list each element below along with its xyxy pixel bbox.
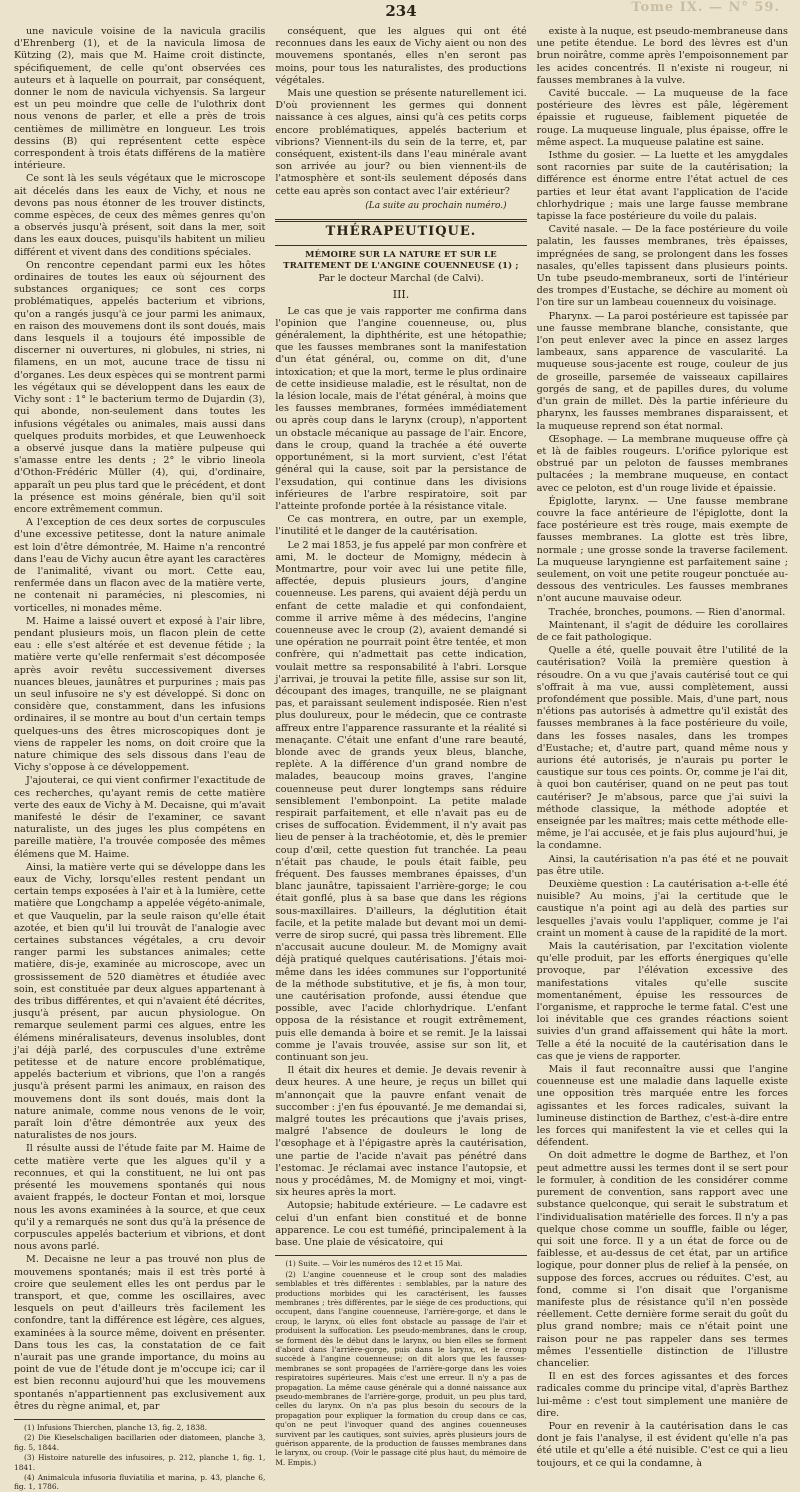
- footnote: (2) Die Kieselschaligen bacillarien oder diatomeen, planche 3, fig. 5, 1844.: [14, 1433, 266, 1452]
- paragraph: A l'exception de ces deux sortes de corpuscules d'une excessive petitesse, dont la nature animale est loin d'être démontrée, M. Haime n'a rencontré dans l'eau de Vichy aucun être ayant les caractères de l'animalité, vivant ou mort. Cette eau, renfermée dans un flacon avec de la matière verte, ne contenait ni paramécies, ni plescomies, ni vorticelles, ni monades même.: [14, 517, 266, 614]
- paragraph: Il était dix heures et demie. Je devais revenir à deux heures. A une heure, je reçus un billet qui m'annonçait que la pauvre enfant venait de succomber : j'en fus épouvanté. Je me demandai si, malgré toutes les précautions que j'avais prises, malgré l'absence de douleurs le long de l'œsophage et à l'épigastre après la cautérisation, une partie de l'acide n'avait pas pénétré dans l'estomac. Je réclamai avec instance l'autopsie, et nous y procédâmes, M. de Momigny et moi, vingt-six heures après la mort.: [275, 1065, 527, 1199]
- footnote: (1) Suite. — Voir les numéros des 12 et 15 Mai.: [285, 1259, 463, 1269]
- paragraph: une navicule voisine de la navicula gracilis d'Ehrenberg (1), et de la navicula limosa de Kützing (2), mais que M. Haime croit distincte, spécifiquement, de celle qu'ont observées ces auteurs et à laquelle on pourrait, par conséquent, donner le nom de navicula vichyensis. Sa largeur est un peu moindre que celle de l'ulothrix dont nous venons de parler, et elle a près de trois centièmes de millimètre en longueur. Les trois dessins (B) qui représentent cette espèce correspondent à trois états différens de la matière intérieure.: [14, 26, 266, 172]
- middle-column-footnotes: [275, 1255, 526, 1467]
- paragraph: On doit admettre le dogme de Barthez, et l'on peut admettre aussi les termes dont il se sert pour le formuler, à condition de les considérer comme purement de convention, sans rapport avec une substance quelconque, qui serait le substratum et l'individualisation matérielle des forces. Il n'y a pas quelque chose comme un souffle, faible ou léger, qui soit une force. Il y a un état de force ou de faiblesse, et au-dessus de cet état, par un artifice logique, pour donner plus de relief à la pensée, on suppose des forces, accrues ou réduites. C'est, au fond, comme si l'on disait que l'organisme manifeste plus de résistance qu'il n'en possède réellement. Cette dernière forme serait du goût du plus grand nombre; mais ce n'était point une raison pour ne pas rappeler dans ses termes mêmes l'essentielle distinction de l'illustre chancelier.: [536, 1150, 788, 1369]
- title-divider: [275, 245, 526, 246]
- paragraph: Pharynx. — La paroi postérieure est tapissée par une fausse membrane blanche, consistante, que l'on peut enlever avec la pince en assez larges lambeaux, sans apparence de vascularité. La muqueuse sous-jacente est rouge, couleur de jus de groseille, parsemée de vaisseaux capillaires gorgés de sang, et de papilles dures, du volume d'un grain de millet. Dès la partie inférieure du pharynx, les fausses membranes disparaissent, et la muqueuse reprend son état normal.: [536, 310, 788, 432]
- paragraph: On rencontre cependant parmi eux les hôtes ordinaires de toutes les eaux où séjournent des substances organiques; ce sont ces corps problématiques, appelés bacterium et vibrions, qu'on a rangés jusqu'à ce jour parmi les animaux, en raison des mouvemens dont ils sont doués, mais dans lesquels il a toujours été impossible de discerner ni ouvertures, ni globules, ni stries, ni filamens, en un mot, aucune trace de tissu ni d'organes. Les deux espèces qui se montrent parmi les végétaux qui se développent dans les eaux de Vichy sont : 1° le bacterium termo de Dujardin (3), qui abonde, non-seulement dans toutes les infusions végétales ou animales, mais aussi dans quelques produits morbides, et que Leuwenhoeck a observé jusque dans la matière pulpeuse qui s'amasse entre les dents ; 2° le vibrio lineola d'Othon-Frédéric Müller (4), qui, d'ordinaire, apparaît un peu plus tard que le précédent, et dont la présence est moins générale, bien qu'il soit encore extrêmement commun.: [14, 259, 266, 515]
- paragraph: Trachée, bronches, poumons. — Rien d'anormal.: [548, 606, 786, 618]
- paragraph: Épiglotte, larynx. — Une fausse membrane couvre la face antérieure de l'épiglotte, dont la face postérieure est très rouge, mais exempte de fausses membranes. La glotte est très libre, normale ; une grosse sonde la traverse facilement. La muqueuse laryngienne est parfaitement saine ; seulement, on voit une petite rougeur ponctuée au-dessous des ventricules. Les fausses membranes n'ont aucune mauvaise odeur.: [536, 495, 788, 605]
- columns: [14, 26, 788, 1492]
- page-number: 234: [385, 2, 417, 20]
- paragraph: M. Decaisne ne leur a pas trouvé non plus de mouvemens spontanés; mais il est très porté à croire que seulement elles les ont perdus par le transport, et que, comme les oscillaires, avec lesquels on peut d'ailleurs très facilement les confondre, tant la différence est légère, ces algues, examinées à la source même, doivent en présenter. Dans tous les cas, la constatation de ce fait n'aurait pas une grande importance, du moins au point de vue de l'étude dont je m'occupe ici; car il est bien reconnu aujourd'hui que les mouvemens spontanés n'appartiennent pas exclusivement aux êtres du règne animal, et, par: [14, 1254, 266, 1412]
- paragraph: Autopsie; habitude extérieure. — Le cadavre est celui d'un enfant bien constitué et de bonne apparence. Le cou est tuméfié, principalement à la base. Une plaie de vésicatoire, qui: [275, 1200, 527, 1249]
- right-column: [536, 26, 788, 1469]
- chapter-number: III.: [392, 288, 410, 302]
- paragraph: Quelle a été, quelle pouvait être l'utilité de la cautérisation? Voilà la première question à résoudre. On a vu que j'avais cautérisé tout ce qui s'offrait à ma vue, aussi complètement, aussi profondément que possible. Mais, d'une part, nous n'étions pas autorisés à admettre qu'il existât des fausses membranes à la face postérieure du voile, dans les fosses nasales, dans les trompes d'Eustache; et, d'autre part, quand même nous y aurions été autorisés, je n'aurais pu porter le caustique sur tous ces points. Or, comme je l'ai dit, à quoi bon cautériser, quand on ne peut pas tout cautériser? Je m'absous, parce que j'ai suivi la méthode classique, la méthode adoptée et enseignée par les maîtres; mais cette méthode elle-même, je l'ai accusée, et je fais plus aujourd'hui, je la condamne.: [536, 645, 788, 852]
- paragraph: M. Haime a laissé ouvert et exposé à l'air libre, pendant plusieurs mois, un flacon plein de cette eau : elle s'est altérée et est devenue fétide ; la matière verte qu'elle renfermait s'est décomposée après avoir revêtu successivement diverses nuances bleues, jaunâtres et purpurines ; mais pas un seul infusoire ne s'y est développé. Si donc on considère que, constamment, dans les infusions ordinaires, il se montre au bout d'un certain temps quelques-uns des êtres microscopiques dont je viens de rappeler les noms, on doit croire que la nature chimique des sels dissous dans l'eau de Vichy s'oppose à ce développement.: [14, 615, 266, 774]
- paragraph: Cavité nasale. — De la face postérieure du voile palatin, les fausses membranes, très épaisses, imprégnées de sang, se prolongent dans les fosses nasales, qu'elles tapissent dans plusieurs points. Un tube pseudo-membraneux, sorti de l'intérieur des trompes d'Eustache, se déchire au moment où l'on tire sur un lambeau couenneux du voisinage.: [536, 224, 788, 309]
- byline: Par le docteur Marchal (de Calvi).: [318, 273, 484, 285]
- paragraph: Pour en revenir à la cautérisation dans le cas dont je fais l'analyse, il est évident qu'elle n'a pas été utile et qu'elle a été nuisible. C'est ce qui a lieu toujours, et ce qui la condamne, à: [536, 1420, 788, 1469]
- section-title: THÉRAPEUTIQUE.: [325, 224, 477, 240]
- paragraph: existe à la nuque, est pseudo-membraneuse dans une petite étendue. Le bord des lèvres est d'un brun noirâtre, comme après l'empoisonnement par les acides concentrés. Il n'existe ni rougeur, ni fausses membranes à la vulve.: [536, 26, 788, 86]
- paragraph: Œsophage. — La membrane muqueuse offre çà et là de faibles rougeurs. L'orifice pylorique est obstrué par un peloton de fausses membranes pultacées ; la membrane muqueuse, en contact avec ce peloton, est d'un rouge livide et épaissie.: [536, 433, 788, 494]
- paragraph: Ainsi, la cautérisation n'a pas été et ne pouvait pas être utile.: [536, 853, 788, 877]
- memoir-title: MÉMOIRE SUR LA NATURE ET SUR LE TRAITEMENT DE L'ANGINE COUENNEUSE (1) ;: [283, 249, 519, 271]
- paragraph: Deuxième question : La cautérisation a-t-elle été nuisible? Au moins, j'ai la certitude que le caustique n'a point agi au delà des parties sur lesquelles j'avais voulu l'appliquer, comme je l'ai craint un moment à cause de la rapidité de la mort.: [536, 879, 788, 939]
- paragraph: Isthme du gosier. — La luette et les amygdales sont racornies par suite de la cautérisation; la différence est énorme entre l'état actuel de ces parties et leur état avant l'application de l'acide chlorhydrique ; mais une large fausse membrane tapisse la face postérieure du voile du palais.: [536, 150, 788, 223]
- left-column-body: [14, 26, 265, 1413]
- middle-column: [275, 26, 527, 1467]
- paragraph: Ainsi, la matière verte qui se développe dans les eaux de Vichy, lorsqu'elles restent pendant un certain temps exposées à l'air et à la lumière, cette matière que Longchamp a appelée végéto-animale, et que Vauquelin, par la seule raison qu'elle était azotée, et bien qu'il lui trouvât de l'analogie avec certaines substances végétales, a cru devoir ranger parmi les substances animales; cette matière, dis-je, examinée au microscope, avec un grossissement de 520 diamètres et étudiée avec soin, est constituée par deux algues appartenant à des tribus différentes, et qui n'avaient été décrites, jusqu'à présent, par aucun physiologue. On remarque seulement parmi ces algues, entre les élémens minéralisateurs, devenus insolubles, dont j'ai déjà parlé, des corpuscules d'une extrême petitesse et de nature encore problématique, appelés bacterium et vibrions, que l'on a rangés jusqu'à présent parmi les animaux, en raison des mouvemens dont ils sont doués, mais dont la nature animale, comme nous venons de le voir, paraît loin d'être démontrée aux yeux des naturalistes de nos jours.: [14, 861, 266, 1142]
- middle-column-intro: [275, 26, 526, 198]
- paragraph: conséquent, que les algues qui ont été reconnues dans les eaux de Vichy aient ou non des mouvemens spontanés, elles n'en seront pas moins, pour tous les naturalistes, des productions végétales.: [275, 26, 527, 86]
- paragraph: Mais il faut reconnaître aussi que l'angine couenneuse est une maladie dans laquelle existe une opposition très marquée entre les forces agissantes et les forces radicales, suivant la lumineuse distinction de Barthez, c'est-à-dire entre les forces qui manifestent la vie et celles qui la défendent.: [536, 1064, 788, 1149]
- paragraph: Le cas que je vais rapporter me confirma dans l'opinion que l'angine couenneuse, ou, plus généralement, la diphthérite, est une hétopathie; que les fausses membranes sont la manifestation d'un état général, ou, comme on dit, d'une intoxication; et que la mort, terme le plus ordinaire de cette insidieuse maladie, est le résultat, non de la lésion locale, mais de l'état général, à moins que les fausses membranes, formées immédiatement ou après coup dans le larynx (croup), n'apportent un obstacle mécanique au passage de l'air. Encore, dans le croup, quand la trachée a été ouverte opportunément, si la mort survient, c'est l'état général qui la cause, soit par la persistance de l'exsudation, qui continue dans les divisions inférieures de l'arbre respiratoire, soit par l'atteinte profonde portée à la résistance vitale.: [275, 305, 527, 512]
- paragraph: Ce sont là les seuls végétaux que le microscope ait décelés dans les eaux de Vichy, et nous ne devons pas nous étonner de les trouver distincts, comme espèces, de ceux des mêmes genres qu'on a observés jusqu'à présent, soit dans la mer, soit dans les eaux douces, puisqu'ils habitent un milieu différent et vivent dans des conditions spéciales.: [14, 173, 266, 258]
- footnote: (2) L'angine couenneuse et le croup sont des maladies semblables et très différentes : semblables, par la nature des productions morbides qui les caractérisent, les fausses membranes ; très différentes, par le siége de ces productions, qui occupent, dans l'angine couenneuse, l'arrière-gorge, et dans le croup, le larynx, où elles font obstacle au passage de l'air et produisent la suffocation. Les pseudo-membranes, dans le croup, se forment dès le début dans le larynx, ou bien elles se forment d'abord dans l'arrière-gorge, puis dans le larynx, et le croup succède à l'angine couenneuse; on dit alors que les fausses-membranes se sont propagées de l'arrière-gorge dans les voies respiratoires supérieures. Mais c'est une erreur. Il n'y a pas de propagation. La même cause générale qui a donné naissance aux pseudo-membranes de l'arrière-gorge, produit, un peu plus tard, celles du larynx. On n'a pas plus besoin du secours de la propagation pour expliquer la formation du croup dans ce cas, qu'on ne peut l'invoquer quand des angines couenneuses survivent par les cautiques, sont suivies, après plusieurs jours de guérison apparente, de la production de fausses membranes dans le larynx, ou croup. (Voir le passage cité plus haut, du mémoire de M. Empis.): [275, 1269, 527, 1467]
- paragraph: Mais une question se présente naturellement ici. D'où proviennent les germes qui donnent naissance à ces algues, ainsi qu'à ces petits corps encore problématiques, appelés bacterium et vibrions? Viennent-ils du sein de la terre, et, par conséquent, existent-ils dans l'eau minérale avant son arrivée au jour? ou bien viennent-ils de l'atmosphère et sont-ils seulement déposés dans cette eau après son contact avec l'air extérieur?: [275, 88, 527, 197]
- paragraph: Le 2 mai 1853, je fus appelé par mon confrère et ami, M. le docteur de Momigny, médecin à Montmartre, pour voir avec lui une petite fille, affectée, depuis plusieurs jours, d'angine couenneuse. Les parens, qui avaient déjà perdu un enfant de cette maladie et qui confondaient, comme il arrive même à des médecins, l'angine couenneuse avec le croup (2), avaient demandé si une opération ne pourrait point être tentée, et mon confrère, qui n'admettait pas cette indication, voulait mettre sa responsabilité à l'abri. Lorsque j'arrivai, je trouvai la petite fille, assise sur son lit, découpant des images, tranquille, ne se plaignant pas, et paraissant seulement indisposée. Rien n'est plus doulureux, pour le médecin, que ce contraste affreux entre l'apparence rassurante et la réalité si menaçante. C'était une enfant d'une rare beauté, blonde avec de grands yeux bleus, blanche, replète. A la différence d'un grand nombre de malades, beaucoup moins graves, l'angine couenneuse peut durer longtemps sans réduire sensiblement l'embonpoint. La petite malade respirait parfaitement, et elle n'avait pas eu de crises de suffocation. Évidemment, il n'y avait pas lieu de penser à la trachéotomie, et, dès le premier coup d'œil, cette question fut tranchée. La peau n'était pas chaude, le pouls était faible, peu fréquent. Des fausses membranes épaisses, d'un blanc jaunâtre, tapissaient l'arrière-gorge; le cou était gonflé, plus à sa base que dans les régions sous-maxillaires. D'ailleurs, la déglutition était facile, et la petite malade but devant moi un demi-verre de sirop sucré, qui passa très librement. Elle n'accusait aucune douleur. M. de Momigny avait déjà pratiqué quelques cautérisations. J'étais moi-même dans les idées communes sur l'opportunité de la méthode substitutive, et je fis, à mon tour, une cautérisation profonde, aussi étendue que possible, avec l'acide chlorhydrique. L'enfant opposa de la résistance et rougit extrêmement, puis elle demanda à boire et se remit. Je la laissai comme je l'avais trouvée, assise sur son lit, et continuant son jeu.: [275, 539, 527, 1064]
- continuation-note: (La suite au prochain numéro.): [365, 200, 507, 211]
- footnote: (4) Animalcula infusoria fluviatilia et marina, p. 43, planche 6, fig. 1, 1786.: [14, 1472, 266, 1492]
- paragraph: Ce cas montrera, en outre, par un exemple, l'inutilité et le danger de la cautérisation.: [275, 514, 527, 538]
- middle-column-body: [275, 306, 526, 1250]
- paragraph: Il résulte aussi de l'étude faite par M. Haime de cette matière verte que les algues qu'il y a reconnues, et qui la constituent, ne lui ont pas présenté les mouvemens spontanés qui nous avaient frappés, le docteur Fontan et moi, lorsque nous les avons examinées à la source, et que ceux qu'il y a remarqués ne sont dus qu'à la présence de corpuscules appelés bacterium et vibrions, et dont nous avons parlé.: [14, 1143, 266, 1253]
- paragraph: Cavité buccale. — La muqueuse de la face postérieure des lèvres est pâle, légèrement épaissie et rugueuse, faiblement piquetée de rouge. La muqueuse linguale, plus épaisse, offre le même aspect. La muqueuse palatine est saine.: [536, 88, 788, 148]
- left-column-footnotes: [14, 1419, 265, 1492]
- paragraph: Il en est des forces agissantes et des forces radicales comme du principe vital, d'après Barthez lui-même : c'est tout simplement une manière de dire.: [536, 1371, 788, 1419]
- left-column: [14, 26, 266, 1492]
- paragraph: J'ajouterai, ce qui vient confirmer l'exactitude de ces recherches, qu'ayant remis de cette matière verte des eaux de Vichy à M. Decaisne, qui m'avait manifesté le désir de l'examiner, ce savant naturaliste, un des juges les plus compétens en pareille matière, l'a trouvée composée des mêmes élémens que M. Haime.: [14, 775, 266, 860]
- section-divider: [275, 219, 526, 222]
- paragraph: Mais la cautérisation, par l'excitation violente qu'elle produit, par les efforts énergiques qu'elle provoque, par l'élévation excessive des manifestations vitales qu'elle suscite momentanément, épuise les ressources de l'organisme, et rapproche le terme fatal. C'est une loi inévitable que ces grandes réactions soient suivies d'un grand affaissement qui hâte la mort. Telle a été la nocuité de la cautérisation dans le cas que je viens de rapporter.: [536, 941, 788, 1062]
- issue-label: Tome IX. — N° 59.: [631, 0, 780, 15]
- footnote: (3) Histoire naturelle des infusoires, p. 212, planche 1, fig. 1, 1841.: [14, 1453, 266, 1472]
- footnote: (1) Infusions Thierchen, planche 13, fig. 2, 1838.: [24, 1422, 208, 1432]
- page-header: [14, 0, 788, 26]
- right-column-body: [537, 26, 788, 1470]
- paragraph: Maintenant, il s'agit de déduire les corollaires de ce fait pathologique.: [536, 619, 788, 643]
